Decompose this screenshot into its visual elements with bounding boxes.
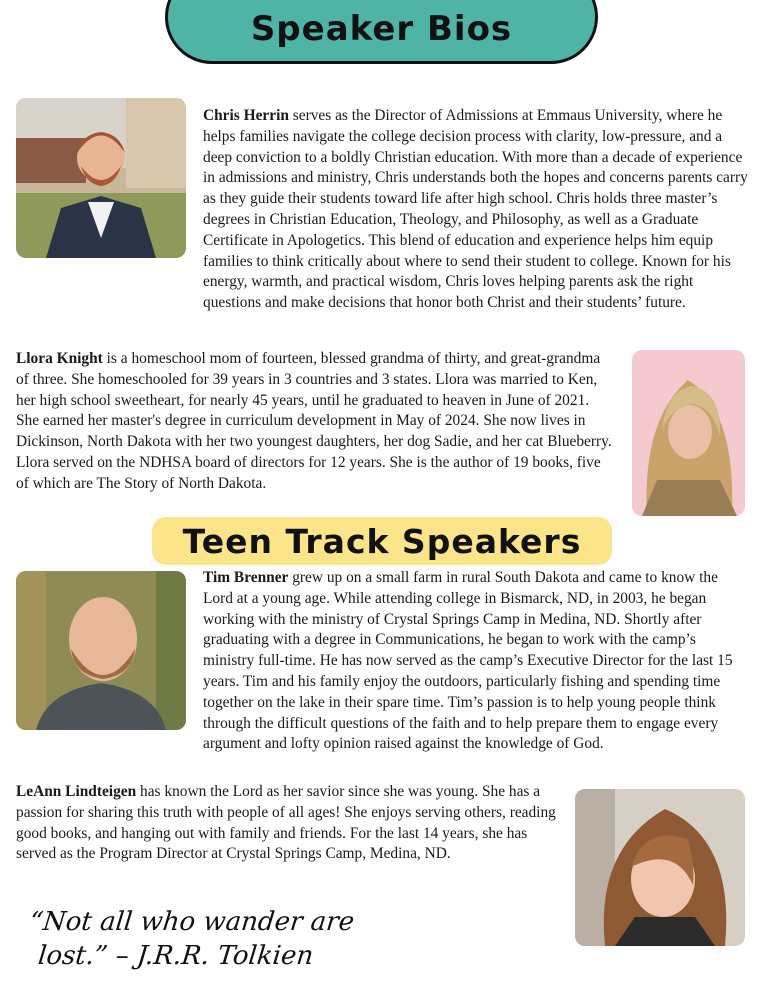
speaker-photo-tim-brenner: [16, 571, 186, 730]
speaker-name: Llora Knight: [16, 350, 103, 367]
page-title: Speaker Bios: [250, 9, 513, 49]
header-banner: [165, 0, 598, 64]
speaker-photo-leann-lindteigen: [575, 789, 745, 946]
bio-text: grew up on a small farm in rural South Dakota and came to know the Lord at a young age. While attending college in Bismarck, ND, in 2003, he began working with the ministry of Crystal Springs Camp in Medina, ND. Shortly after graduating with a degree in Communications, he began to work with the camp’s ministry full-time. He has now served as the camp’s Executive Director for the last 15 years. Tim and his family enjoy the outdoors, particularly fishing and spending time together on the lake in their spare time. Tim’s passion is to help young people think through the difficult questions of the faith and to help prepare them to engage every argument and lofty opinion raised against the knowledge of God.: [203, 569, 733, 753]
bio-text: is a homeschool mom of fourteen, blessed grandma of thirty, and great-grandma of three. She homeschooled for 39 years in 3 countries and 3 states. Llora was married to Ken, her high school sweetheart, for nearly 45 years, until he graduated to heaven in June of 2021. She earned her master's degree in curriculum development in May of 2024. She now lives in Dickinson, North Dakota with her two youngest daughters, her dog Sadie, and her cat Blueberry. Llora served on the NDHSA board of directors for 12 years. She is the author of 19 books, five of which are The Story of North Dakota.: [16, 350, 612, 492]
bio-text: has known the Lord as her savior since she was young. She has a passion for sharing this truth with people of all ages! She enjoys serving others, reading good books, and hanging out with family and friends. For the last 14 years, she has served as the Program Director at Crystal Springs Camp, Medina, ND.: [16, 783, 556, 863]
section-title: Teen Track Speakers: [182, 521, 582, 561]
speaker-photo-llora-knight: [632, 350, 745, 516]
speaker-photo-chris-herrin: [16, 98, 186, 258]
bio-llora-knight: [16, 349, 616, 495]
quote-line-1: “Not all who wander are: [28, 907, 356, 937]
bio-leann-lindteigen: [16, 782, 561, 865]
bio-text: serves as the Director of Admissions at Emmaus University, where he helps families navigate the college decision process with clarity, low-pressure, and a deep conviction to a boldly Christian education. With more than a decade of experience in admissions and ministry, Chris understands both the hopes and concerns parents carry as they guide their students toward life after high school. Chris holds three master’s degrees in Christian Education, Theology, and Philosophy, as well as a Graduate Certificate in Apologetics. This blend of education and experience helps him equip families to think critically about where to send their student to college. Known for his energy, warmth, and practical wisdom, Chris loves helping parents ask the right questions and make decisions that honor both Christ and their students’ future.: [203, 107, 748, 312]
speaker-name: LeAnn Lindteigen: [16, 783, 137, 800]
quote-line-2: lost.” – J.R.R. Tolkien: [36, 941, 315, 971]
teen-track-banner: [152, 517, 612, 565]
bio-tim-brenner: [203, 568, 748, 755]
tolkien-quote: [24, 905, 391, 973]
speaker-name: Chris Herrin: [203, 107, 289, 124]
speaker-name: Tim Brenner: [203, 569, 289, 586]
bio-chris-herrin: [203, 106, 748, 314]
